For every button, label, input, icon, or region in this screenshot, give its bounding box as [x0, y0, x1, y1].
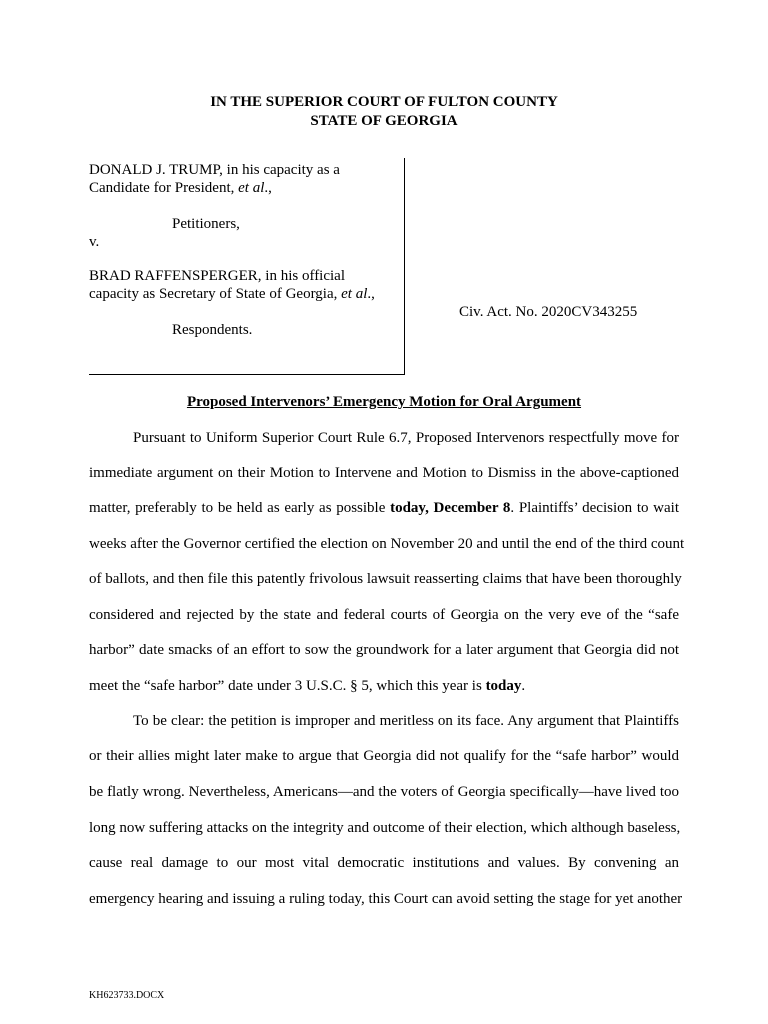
body-line: long now suffering attacks on the integrity and outcome of their election, which although baseless, [89, 820, 681, 836]
body-line: To be clear: the petition is improper and meritless on its face. Any argument that Plaintiffs [133, 713, 679, 729]
body-line: be flatly wrong. Nevertheless, Americans—and the voters of Georgia specifically—have lived too [89, 784, 679, 800]
body-line: immediate argument on their Motion to Intervene and Motion to Dismiss in the above-captioned [89, 465, 679, 481]
versus-label: v. [89, 234, 100, 250]
motion-title: Proposed Intervenors’ Emergency Motion for Oral Argument [186, 394, 582, 410]
court-state: STATE OF GEORGIA [310, 113, 458, 129]
petitioners-label: Petitioners, [172, 216, 240, 232]
caption-vertical-rule [404, 158, 405, 375]
body-line: Pursuant to Uniform Superior Court Rule 6.7, Proposed Intervenors respectfully move for [133, 430, 679, 446]
respondents-label: Respondents. [172, 322, 253, 338]
case-number: Civ. Act. No. 2020CV343255 [459, 304, 638, 320]
respondent-capacity: capacity as Secretary of State of Georgia, et al., [89, 286, 375, 302]
body-line: meet the “safe harbor” date under 3 U.S.C. § 5, which this year is today. [89, 678, 526, 694]
body-line: weeks after the Governor certified the election on November 20 and until the end of the third count [89, 536, 685, 552]
body-line: emergency hearing and issuing a ruling today, this Court can avoid setting the stage for yet another [89, 891, 683, 907]
body-line: harbor” date smacks of an effort to sow the groundwork for a later argument that Georgia did not [89, 642, 679, 658]
caption-horizontal-rule [89, 374, 405, 375]
body-line: matter, preferably to be held as early as possible today, December 8. Plaintiffs’ decision to wait [89, 500, 679, 516]
petitioner-name: DONALD J. TRUMP, in his capacity as a [89, 162, 340, 178]
respondent-name: BRAD RAFFENSPERGER, in his official [89, 268, 346, 284]
body-line: cause real damage to our most vital democratic institutions and values. By convening an [89, 855, 679, 871]
document-footer-id: KH623733.DOCX [89, 990, 165, 1001]
court-name: IN THE SUPERIOR COURT OF FULTON COUNTY [210, 94, 558, 110]
body-line: considered and rejected by the state and federal courts of Georgia on the very eve of the “safe [89, 607, 679, 623]
body-line: of ballots, and then file this patently frivolous lawsuit reasserting claims that have been thoroughly [89, 571, 682, 587]
case-caption [89, 158, 405, 375]
body-line: or their allies might later make to argue that Georgia did not qualify for the “safe harbor” would [89, 748, 679, 764]
petitioner-capacity: Candidate for President, et al., [89, 180, 272, 196]
